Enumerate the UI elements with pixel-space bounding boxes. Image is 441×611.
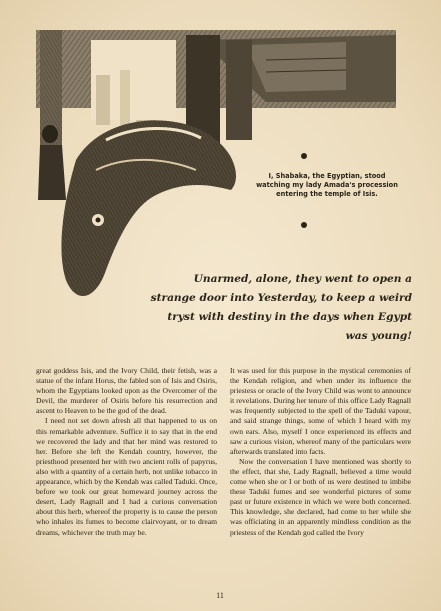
text-column-left	[36, 366, 217, 538]
paragraph: Now the conversation I have mentioned was shortly to the effect, that she, Lady Ragnall, believed a time would come when she or I or both of us were destined to imbibe these Taduki fumes and see wonderful pictures of some past or future existence in which we were both concerned. This knowledge, she declared, had come to her while she was officiating in an apparently mindless condition as the priestess of the Kendah god called the Ivory	[230, 456, 411, 537]
paragraph: great goddess Isis, and the Ivory Child, their fetish, was a statue of the infant Horus, the fabled son of Isis and Osiris, whom the Egyptians looked upon as the Overcomer of the Devil, the murderer of Osiris before his resurrection and ascent to Heaven to be the god of the dead.	[36, 366, 217, 416]
caption-bullet-bottom	[301, 222, 307, 228]
figure-head	[42, 125, 58, 143]
text-column-right	[230, 366, 411, 538]
paragraph: It was used for this purpose in the mystical ceremonies of the Kendah religion, and when under its influence the priestess or oracle of the Ivory Child was wont to announce it revelations. During her tenure of this office Lady Ragnall was frequently subjected to the spell of the Taduki vapour, and said strange things, some of which I heard with my own ears. Also, myself I once experienced its effects and saw a curious vision, whereof many of the particulars were afterwards translated into facts.	[230, 366, 411, 456]
story-headline: Unarmed, alone, they went to open a strange door into Yesterday, to keep a weird tryst with destiny in the days when Egypt was young!	[150, 273, 412, 342]
paragraph: I need not set down afresh all that happened to us on this remarkable adventure. Suffice it to say that in the end we recovered the lady and that her mind was restored to her. Before she left the Kendah country, however, the priesthood presented her with two ancient rolls of papyrus, also with a quantity of a certain herb, not unlike tobacco in appearance, which by the Kendah was called Taduki. Once, before we took our great homeward journey across the desert, Lady Ragnall and I had a curious conversation about this herb, whereof the property is to cause the person who inhales its fumes to become clairvoyant, or to dream dreams, whichever the truth may be.	[36, 416, 217, 537]
illustration-caption: I, Shabaka, the Egyptian, stood watching my lady Amada's procession entering the temple of Isis.	[256, 172, 398, 198]
caption-bullet-top	[301, 153, 307, 159]
page-number: 11	[216, 591, 224, 600]
